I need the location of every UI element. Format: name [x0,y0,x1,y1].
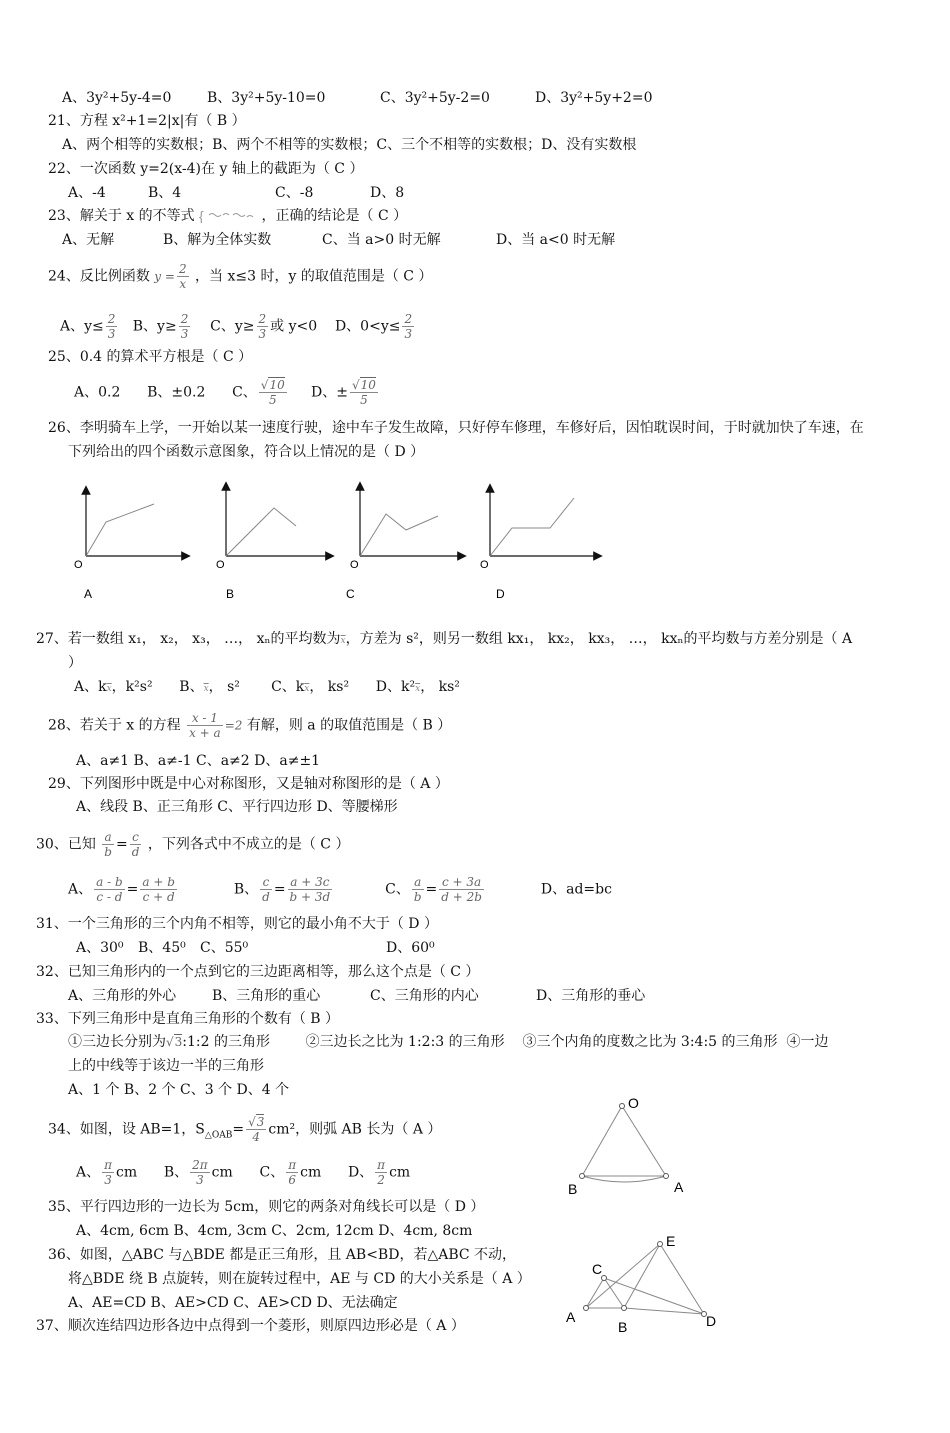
q34-options [76,1158,410,1187]
graph-a-label: A [84,587,93,601]
q27-stem-part2: ，方差为 s²，则另一数组 kx₁， kx₂， kx₃， …， kxₙ的平均数与方差分别是（ A [345,631,853,647]
graph-a-origin: O [74,559,83,571]
q34-fig-a: A [674,1179,684,1195]
q25-option-d: D、± [311,384,348,401]
q33-choice-4: ④一边 [786,1034,829,1050]
graph-a [74,490,186,601]
q24-option-c-post: 或 y<0 [270,318,318,335]
q33-choice-1-rest: :1:2 的三角形 [182,1034,270,1050]
q27-option-a: A、k [74,679,107,695]
q27-option-c: C、k [271,679,305,695]
q36-fig-b: B [618,1319,628,1335]
q27-option-d-rest: ， ks² [420,679,460,695]
q23-stem-post: ，正确的结论是（ C ） [261,208,408,224]
q34-b-unit: cm [211,1164,233,1181]
q22-option-c: C、-8 [275,185,314,201]
q24-option-a-frac: $\frac{2}{3}$ [107,312,116,341]
q28-options: A、a≠1 B、a≠-1 C、a≠2 D、a≠±1 [76,753,321,769]
q30-b-rhs: $\frac{a + 3c}{b + 3d}$ [289,875,331,904]
q25-option-d-frac: $\frac{√10}{5}$ [351,378,376,407]
q20-option-d: D、3y²+5y+2=0 [535,90,653,106]
q23-option-a: A、无解 [62,232,115,248]
q24-stem-pre: 24、反比例函数 [48,268,150,285]
q22-option-d: D、8 [370,185,405,201]
q28-fraction: $\frac{x - 1}{x + a}$ [189,711,221,740]
q27-stem-line1 [36,630,852,650]
q37-stem: 37、顺次连结四边形各边中点得到一个菱形，则原四边形必是（ A ） [36,1318,465,1334]
q24-option-a: A、y≤ [60,318,104,335]
q24-option-c-frac: $\frac{2}{3}$ [258,312,267,341]
q31-stem: 31、一个三角形的三个内角不相等，则它的最小角不大于（ D ） [36,916,438,932]
q35-stem: 35、平行四边形的一边长为 5cm，则它的两条对角线长可以是（ D ） [48,1199,485,1215]
q30-options [68,875,612,904]
q30-option-d: D、ad=bc [540,881,612,898]
q34-stem [48,1115,441,1144]
q31-option-b: B、45⁰ [138,940,186,956]
q24-option-b: B、y≥ [132,318,177,335]
q24-option-b-frac: $\frac{2}{3}$ [180,312,189,341]
q34-option-d: D、 [347,1164,374,1181]
q34-sub: △OAB [204,1130,233,1141]
q36-fig-c: C [592,1261,603,1277]
q32-option-b: B、三角形的重心 [212,988,321,1004]
q27-option-c-rest: ， ks² [309,679,350,695]
q26-graphs-figure [50,478,610,608]
q34-option-c: C、 [259,1164,285,1181]
q32-stem: 32、已知三角形内的一个点到它的三边距离相等，那么这个点是（ C ） [36,964,480,980]
q27-options [74,678,460,698]
q23-option-c: C、当 a>0 时无解 [322,232,441,248]
q24-option-c: C、y≥ [210,318,255,335]
q23-stem-pre: 23、解关于 x 的不等式 [48,208,195,224]
graph-c-origin: O [350,559,359,571]
q33-stem: 33、下列三角形中是直角三角形的个数有（ B ） [36,1011,340,1027]
q25-option-a: A、0.2 [74,384,121,401]
q34-option-b: B、 [163,1164,189,1181]
q20-option-c: C、3y²+5y-2=0 [380,90,490,106]
graph-b-label: B [226,587,235,601]
q25-option-c-frac: $\frac{√10}{5}$ [260,378,285,407]
q22-stem: 22、一次函数 y=2(x-4)在 y 轴上的截距为（ C ） [48,161,364,177]
q30-a-eq: = [126,881,139,898]
q28-stem [48,711,451,740]
q32-option-d: D、三角形的垂心 [536,988,646,1004]
graph-b-origin: O [216,559,225,571]
sqrt-3: √3 [166,1035,183,1049]
q34-fig-o: O [628,1095,639,1111]
q33-options: A、1 个 B、2 个 C、3 个 D、4 个 [68,1082,290,1098]
q30-stem [36,830,349,859]
q30-given-lhs: $\frac{a}{b}$ [104,830,112,859]
q24-func-fraction: $\frac{2}{x}$ [178,262,187,291]
q23-stem [48,207,407,225]
q22-option-a: A、-4 [68,185,106,201]
x-bar-b: $\overline{x}$ [203,684,209,694]
q30-b-lhs: $\frac{c}{d}$ [262,875,270,904]
x-bar-c: $\overline{x}$ [304,684,310,694]
q33-choices-line2: 上的中线等于该边一半的三角形 [68,1058,264,1074]
q33-choice-1: ①三边长分别为 [68,1034,166,1050]
q28-stem-post: 有解，则 a 的取值范围是（ B ） [246,717,452,734]
q30-c-lhs: $\frac{a}{b}$ [413,875,422,904]
q36-fig-d: D [706,1313,717,1329]
q29-stem: 29、下列图形中既是中心对称图形，又是轴对称图形的是（ A ） [48,776,449,792]
q28-stem-pre: 28、若关于 x 的方程 [48,717,181,734]
q34-c-frac: $\frac{\pi}{6}$ [288,1158,297,1187]
q30-c-eq: = [425,881,438,898]
q32-option-a: A、三角形的外心 [68,988,177,1004]
graph-b [216,486,330,601]
inequality-system-icon [199,209,257,223]
q20-option-a: A、3y²+5y-4=0 [62,90,172,106]
q21-stem: 21、方程 x²+1=2|x|有（ B ） [48,113,246,129]
q36-triangles-figure [560,1228,740,1338]
q21-options: A、两个相等的实数根；B、两个不相等的实数根；C、三个不相等的实数根；D、没有实数根 [62,137,637,153]
q34-d-unit: cm [389,1164,411,1181]
q27-option-b: B、 [179,679,204,695]
q27-stem-line2: ） [68,655,82,671]
q35-options: A、4cm, 6cm B、4cm, 3cm C、2cm, 12cm D、4cm, 8cm [76,1223,473,1239]
q36-options: A、AE=CD B、AE>CD C、AE>CD D、无法确定 [68,1295,398,1311]
q20-option-b: B、3y²+5y-10=0 [207,90,326,106]
x-bar-symbol: $\overline{x}$ [340,636,346,646]
q34-d-frac: $\frac{\pi}{2}$ [377,1158,386,1187]
graph-c-label: C [346,587,355,601]
q34-a-frac: $\frac{\pi}{3}$ [104,1158,113,1187]
q29-options: A、线段 B、正三角形 C、平行四边形 D、等腰梯形 [76,799,398,815]
q30-a-lhs: $\frac{a - b}{c - d}$ [96,875,123,904]
q36-stem-line2: 将△BDE 绕 B 点旋转，则在旋转过程中，AE 与 CD 的大小关系是（ A ） [68,1271,531,1287]
q31-option-a: A、30⁰ [76,940,124,956]
q30-a-rhs: $\frac{a + b}{c + d}$ [142,875,175,904]
q33-choice-3: ③三个内角的度数之比为 3:4:5 的三角形 [522,1034,778,1050]
q36-fig-e: E [666,1233,676,1249]
q24-stem-post: ，当 x≤3 时，y 的取值范围是（ C ） [195,268,433,285]
q23-option-b: B、解为全体实数 [163,232,272,248]
q31-option-c: C、55⁰ [200,940,249,956]
q33-choices-line1 [68,1033,828,1051]
q23-option-d: D、当 a<0 时无解 [496,232,616,248]
q25-option-c: C、 [232,384,257,401]
q34-fig-b: B [568,1181,578,1197]
q24-option-d-frac: $\frac{2}{3}$ [404,312,413,341]
q27-option-b-rest: ， s² [208,679,240,695]
q30-eq: = [115,836,128,853]
q34-a-unit: cm [116,1164,138,1181]
q34-stem-post: cm²，则弧 AB 长为（ A ） [268,1121,442,1138]
q30-option-b: B、 [233,881,259,898]
q24-options [60,312,416,341]
graph-c [346,486,462,601]
q32-option-c: C、三角形的内心 [370,988,479,1004]
q30-option-a: A、 [68,881,93,898]
q25-option-b: B、±0.2 [147,384,206,401]
q22-option-b: B、4 [148,185,182,201]
x-bar-a: $\overline{x}$ [106,684,112,694]
q27-option-a-rest: ，k²s² [111,679,153,695]
q24-option-d: D、0<y≤ [334,318,401,335]
q25-stem: 25、0.4 的算术平方根是（ C ） [48,349,253,365]
q24-func-lhs: y = [154,269,175,284]
q27-stem-part1: 27、若一数组 x₁， x₂， x₃， …， xₙ的平均数为 [36,631,341,647]
svg-text:{: { [199,209,204,223]
q36-stem-line1: 36、如图，△ABC 与△BDE 都是正三角形，且 AB<BD，若△ABC 不动， [48,1247,517,1263]
q31-option-d: D、60⁰ [386,940,435,956]
q30-b-eq: = [273,881,286,898]
q26-stem-line1: 26、李明骑车上学，一开始以某一速度行驶，途中车子发生故障，只好停车修理，车修好后，因怕耽误时间，于时就加快了车速，在 [48,420,864,436]
x-bar-d: $\overline{x}$ [415,684,421,694]
q25-options [74,378,380,407]
q34-sector-figure [562,1092,702,1202]
q30-stem-post: ，下列各式中不成立的是（ C ） [147,836,350,853]
q30-stem-pre: 30、已知 [36,836,96,853]
q36-fig-a: A [566,1309,576,1325]
graph-d-origin: O [480,559,489,571]
graph-d-label: D [496,587,505,601]
q28-eq: =2 [224,718,243,733]
q24-stem [48,262,432,291]
q34-c-unit: cm [300,1164,322,1181]
q34-area-fraction: $\frac{√3}{4}$ [248,1115,265,1144]
q34-option-a: A、 [76,1164,101,1181]
q34-stem-pre: 34、如图，设 AB=1，S [48,1121,205,1138]
q34-eq: = [232,1121,245,1138]
q33-choice-2: ②三边长之比为 1:2:3 的三角形 [305,1034,505,1050]
q34-b-frac: $\frac{2\pi}{3}$ [192,1158,208,1187]
q26-stem-line2: 下列给出的四个函数示意图象，符合以上情况的是（ D ） [68,444,425,460]
q30-given-rhs: $\frac{c}{d}$ [131,830,140,859]
graph-d [480,488,598,601]
q27-option-d: D、k² [375,679,416,695]
q30-c-rhs: $\frac{c + 3a}{d + 2b}$ [441,875,482,904]
q30-option-c: C、 [385,881,410,898]
